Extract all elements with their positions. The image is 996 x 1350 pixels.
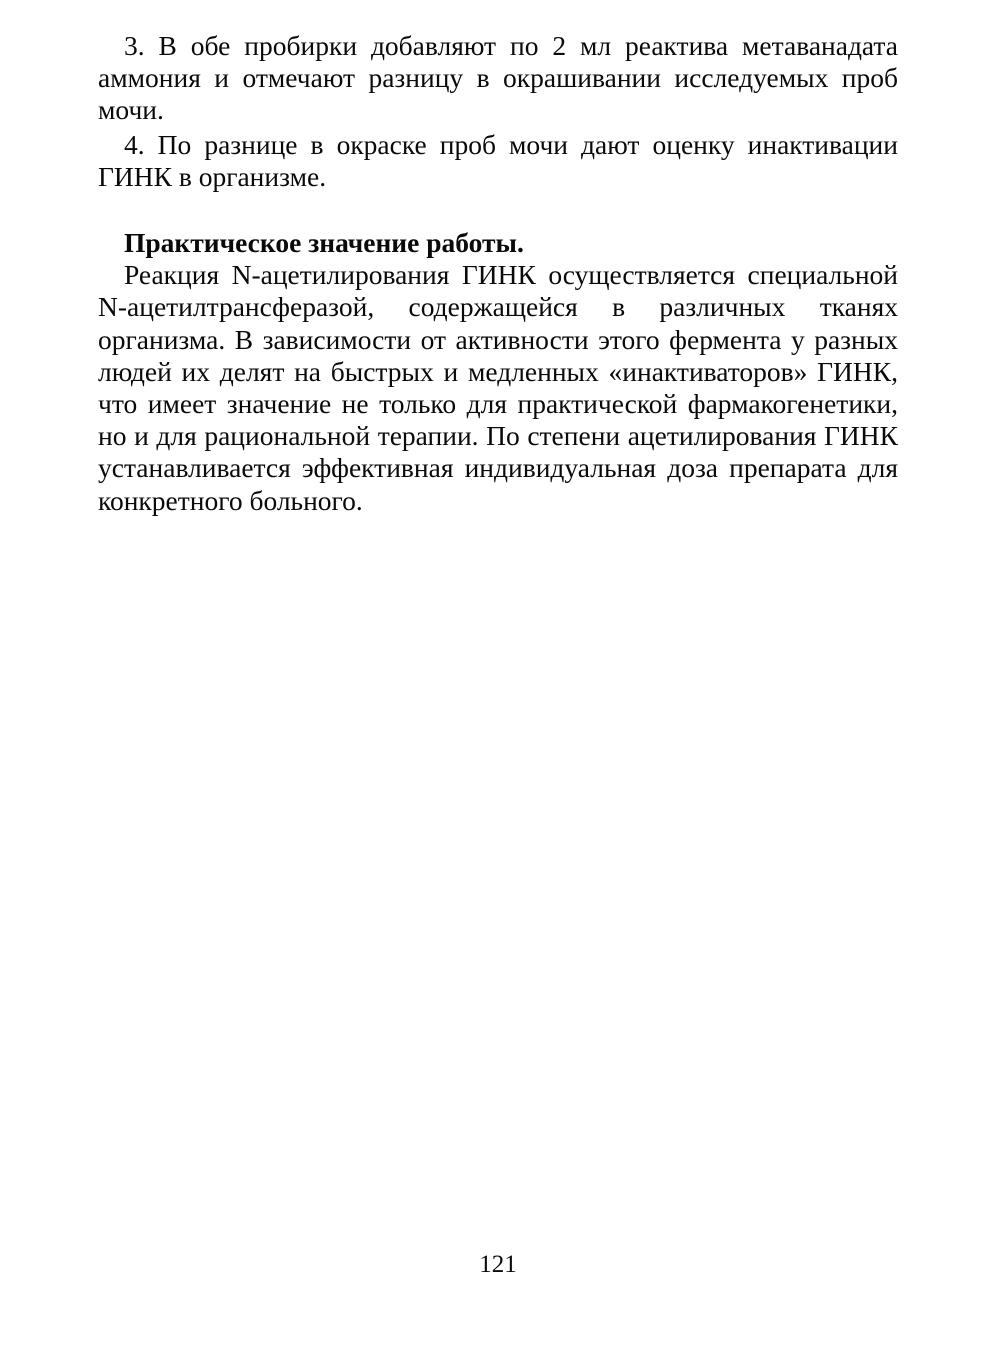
section-heading: Практическое значение работы. <box>124 227 524 259</box>
section-body-paragraph: Реакция N-ацетилирования ГИНК осуществляется специальной N-ацетилтрансферазой, содержащейся в различных тканях организма. В зависимости от активности этого фермента у разных людей их делят на быстрых и медленных «инактиваторов» ГИНК, что имеет значение не только для практической фармакогенетики, но и для рациональной терапии. По степени ацетилирования ГИНК устанавливается эффективная индивидуальная доза препарата для конкретного больного. <box>98 259 898 516</box>
step-3-paragraph: 3. В обе пробирки добавляют по 2 мл реактива метаванадата аммония и отмечают разницу в окрашивании исследуемых проб мочи. <box>98 30 898 126</box>
page-number: 121 <box>479 1251 517 1278</box>
step-4-paragraph: 4. По разнице в окраске проб мочи дают оценку инактивации ГИНК в организме. <box>98 128 898 192</box>
page-body <box>98 30 898 517</box>
